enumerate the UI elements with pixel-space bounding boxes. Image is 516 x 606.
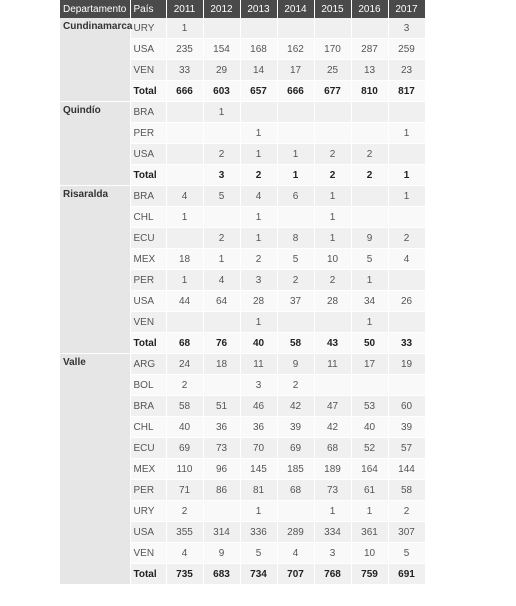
value-cell <box>351 375 388 396</box>
value-cell: 5 <box>351 249 388 270</box>
value-cell: 96 <box>203 459 240 480</box>
value-cell: 1 <box>203 102 240 123</box>
value-cell: 29 <box>203 60 240 81</box>
value-cell: 2 <box>388 501 425 522</box>
value-cell <box>166 123 203 144</box>
value-cell: 1 <box>388 186 425 207</box>
value-cell <box>314 375 351 396</box>
value-cell: 1 <box>240 501 277 522</box>
header-year: 2015 <box>314 0 351 18</box>
value-cell: 39 <box>388 417 425 438</box>
value-cell: 76 <box>203 333 240 354</box>
value-cell: 768 <box>314 564 351 585</box>
value-cell: 361 <box>351 522 388 543</box>
value-cell: 42 <box>277 396 314 417</box>
value-cell: 53 <box>351 396 388 417</box>
pais-cell: URY <box>130 501 166 522</box>
value-cell: 19 <box>388 354 425 375</box>
value-cell <box>166 144 203 165</box>
value-cell: 666 <box>277 81 314 102</box>
value-cell <box>314 123 351 144</box>
value-cell: 1 <box>240 123 277 144</box>
pais-cell: Total <box>130 81 166 102</box>
value-cell: 817 <box>388 81 425 102</box>
value-cell: 42 <box>314 417 351 438</box>
value-cell: 334 <box>314 522 351 543</box>
value-cell <box>277 18 314 39</box>
value-cell: 355 <box>166 522 203 543</box>
value-cell: 39 <box>277 417 314 438</box>
value-cell: 162 <box>277 39 314 60</box>
value-cell: 10 <box>314 249 351 270</box>
value-cell: 1 <box>240 228 277 249</box>
value-cell: 8 <box>277 228 314 249</box>
pais-cell: Total <box>130 564 166 585</box>
value-cell <box>203 501 240 522</box>
value-cell: 1 <box>351 312 388 333</box>
value-cell: 68 <box>166 333 203 354</box>
value-cell: 23 <box>388 60 425 81</box>
value-cell: 4 <box>166 543 203 564</box>
value-cell: 47 <box>314 396 351 417</box>
value-cell: 1 <box>314 228 351 249</box>
value-cell: 73 <box>314 480 351 501</box>
value-cell: 40 <box>166 417 203 438</box>
value-cell: 4 <box>240 186 277 207</box>
value-cell: 3 <box>314 543 351 564</box>
pais-cell: ARG <box>130 354 166 375</box>
value-cell: 58 <box>388 480 425 501</box>
departamento-cell: Risaralda <box>60 186 130 354</box>
value-cell: 677 <box>314 81 351 102</box>
value-cell: 71 <box>166 480 203 501</box>
pais-cell: ECU <box>130 228 166 249</box>
pais-cell: VEN <box>130 60 166 81</box>
value-cell: 1 <box>314 501 351 522</box>
value-cell: 289 <box>277 522 314 543</box>
value-cell: 2 <box>166 501 203 522</box>
value-cell: 3 <box>240 375 277 396</box>
value-cell: 2 <box>388 228 425 249</box>
value-cell: 18 <box>203 354 240 375</box>
value-cell: 1 <box>388 165 425 186</box>
header-pais: País <box>130 0 166 18</box>
value-cell <box>388 270 425 291</box>
pais-cell: PER <box>130 123 166 144</box>
value-cell: 1 <box>277 165 314 186</box>
value-cell: 58 <box>166 396 203 417</box>
value-cell: 9 <box>203 543 240 564</box>
value-cell: 1 <box>314 207 351 228</box>
value-cell: 58 <box>277 333 314 354</box>
header-departamento: Departamento <box>60 0 130 18</box>
pais-cell: URY <box>130 18 166 39</box>
pais-cell: VEN <box>130 543 166 564</box>
value-cell: 1 <box>240 207 277 228</box>
value-cell <box>203 207 240 228</box>
value-cell <box>203 123 240 144</box>
pais-cell: MEX <box>130 249 166 270</box>
value-cell: 170 <box>314 39 351 60</box>
value-cell: 4 <box>388 249 425 270</box>
value-cell: 683 <box>203 564 240 585</box>
value-cell: 11 <box>314 354 351 375</box>
value-cell: 336 <box>240 522 277 543</box>
data-table-container <box>60 0 423 585</box>
departamento-cell: Valle <box>60 354 130 585</box>
value-cell <box>166 165 203 186</box>
value-cell: 86 <box>203 480 240 501</box>
value-cell: 168 <box>240 39 277 60</box>
value-cell: 3 <box>240 270 277 291</box>
value-cell: 154 <box>203 39 240 60</box>
value-cell: 9 <box>277 354 314 375</box>
value-cell: 40 <box>351 417 388 438</box>
value-cell: 810 <box>351 81 388 102</box>
value-cell <box>166 228 203 249</box>
value-cell: 36 <box>203 417 240 438</box>
pais-cell: ECU <box>130 438 166 459</box>
value-cell: 70 <box>240 438 277 459</box>
value-cell: 2 <box>203 144 240 165</box>
value-cell: 666 <box>166 81 203 102</box>
value-cell <box>388 312 425 333</box>
value-cell <box>277 312 314 333</box>
value-cell: 110 <box>166 459 203 480</box>
value-cell <box>351 102 388 123</box>
value-cell: 2 <box>351 165 388 186</box>
value-cell <box>314 18 351 39</box>
value-cell: 69 <box>277 438 314 459</box>
value-cell: 235 <box>166 39 203 60</box>
value-cell: 314 <box>203 522 240 543</box>
pais-cell: USA <box>130 291 166 312</box>
table-row <box>60 186 425 207</box>
value-cell <box>351 186 388 207</box>
pais-cell: BRA <box>130 396 166 417</box>
value-cell: 2 <box>277 375 314 396</box>
table-row <box>60 102 425 123</box>
value-cell: 81 <box>240 480 277 501</box>
value-cell: 64 <box>203 291 240 312</box>
value-cell: 44 <box>166 291 203 312</box>
value-cell: 1 <box>277 144 314 165</box>
value-cell: 307 <box>388 522 425 543</box>
value-cell: 11 <box>240 354 277 375</box>
header-year: 2014 <box>277 0 314 18</box>
value-cell: 259 <box>388 39 425 60</box>
value-cell <box>351 123 388 144</box>
value-cell: 185 <box>277 459 314 480</box>
value-cell <box>314 312 351 333</box>
value-cell: 50 <box>351 333 388 354</box>
value-cell: 34 <box>351 291 388 312</box>
value-cell: 144 <box>388 459 425 480</box>
value-cell: 25 <box>314 60 351 81</box>
pais-cell: BOL <box>130 375 166 396</box>
departamento-cell: Cundinamarca <box>60 18 130 102</box>
value-cell: 68 <box>314 438 351 459</box>
value-cell: 4 <box>203 270 240 291</box>
header-year: 2012 <box>203 0 240 18</box>
pais-cell: PER <box>130 480 166 501</box>
value-cell: 5 <box>203 186 240 207</box>
value-cell <box>203 18 240 39</box>
value-cell: 33 <box>388 333 425 354</box>
value-cell: 1 <box>203 249 240 270</box>
table-row <box>60 18 425 39</box>
value-cell: 52 <box>351 438 388 459</box>
value-cell: 5 <box>388 543 425 564</box>
value-cell: 24 <box>166 354 203 375</box>
value-cell <box>203 312 240 333</box>
pais-cell: BRA <box>130 186 166 207</box>
value-cell: 1 <box>314 186 351 207</box>
value-cell: 1 <box>240 312 277 333</box>
pais-cell: USA <box>130 144 166 165</box>
value-cell: 691 <box>388 564 425 585</box>
value-cell: 33 <box>166 60 203 81</box>
value-cell: 5 <box>277 249 314 270</box>
value-cell: 1 <box>351 501 388 522</box>
value-cell: 2 <box>240 249 277 270</box>
value-cell: 43 <box>314 333 351 354</box>
value-cell: 603 <box>203 81 240 102</box>
value-cell: 2 <box>166 375 203 396</box>
value-cell: 51 <box>203 396 240 417</box>
pais-cell: USA <box>130 39 166 60</box>
value-cell <box>277 123 314 144</box>
value-cell: 6 <box>277 186 314 207</box>
value-cell <box>277 207 314 228</box>
value-cell: 17 <box>277 60 314 81</box>
value-cell: 57 <box>388 438 425 459</box>
value-cell: 2 <box>277 270 314 291</box>
header-year: 2016 <box>351 0 388 18</box>
value-cell: 657 <box>240 81 277 102</box>
pais-cell: CHL <box>130 417 166 438</box>
value-cell: 2 <box>351 144 388 165</box>
value-cell: 2 <box>314 270 351 291</box>
value-cell: 734 <box>240 564 277 585</box>
value-cell <box>166 312 203 333</box>
value-cell: 61 <box>351 480 388 501</box>
value-cell: 4 <box>277 543 314 564</box>
value-cell: 1 <box>240 144 277 165</box>
header-year: 2017 <box>388 0 425 18</box>
value-cell: 13 <box>351 60 388 81</box>
value-cell <box>388 144 425 165</box>
value-cell: 36 <box>240 417 277 438</box>
value-cell <box>240 102 277 123</box>
value-cell: 2 <box>240 165 277 186</box>
value-cell: 1 <box>388 123 425 144</box>
pais-cell: USA <box>130 522 166 543</box>
value-cell: 4 <box>166 186 203 207</box>
value-cell <box>277 102 314 123</box>
value-cell <box>388 375 425 396</box>
value-cell: 1 <box>166 270 203 291</box>
pais-cell: Total <box>130 333 166 354</box>
value-cell: 40 <box>240 333 277 354</box>
value-cell: 759 <box>351 564 388 585</box>
value-cell: 28 <box>314 291 351 312</box>
value-cell <box>388 102 425 123</box>
value-cell: 5 <box>240 543 277 564</box>
value-cell: 287 <box>351 39 388 60</box>
value-cell: 1 <box>166 18 203 39</box>
value-cell: 2 <box>314 165 351 186</box>
value-cell: 68 <box>277 480 314 501</box>
value-cell: 1 <box>351 270 388 291</box>
value-cell: 14 <box>240 60 277 81</box>
value-cell <box>314 102 351 123</box>
value-cell: 2 <box>314 144 351 165</box>
value-cell: 735 <box>166 564 203 585</box>
value-cell <box>203 375 240 396</box>
value-cell: 60 <box>388 396 425 417</box>
value-cell: 9 <box>351 228 388 249</box>
pais-cell: PER <box>130 270 166 291</box>
value-cell: 3 <box>388 18 425 39</box>
header-row <box>60 0 425 18</box>
value-cell <box>166 102 203 123</box>
pais-cell: Total <box>130 165 166 186</box>
pais-cell: CHL <box>130 207 166 228</box>
pais-cell: MEX <box>130 459 166 480</box>
table-body <box>60 18 425 585</box>
value-cell: 26 <box>388 291 425 312</box>
value-cell: 73 <box>203 438 240 459</box>
value-cell: 37 <box>277 291 314 312</box>
value-cell: 145 <box>240 459 277 480</box>
value-cell <box>240 18 277 39</box>
value-cell: 18 <box>166 249 203 270</box>
value-cell: 707 <box>277 564 314 585</box>
value-cell: 69 <box>166 438 203 459</box>
value-cell: 28 <box>240 291 277 312</box>
pais-cell: VEN <box>130 312 166 333</box>
value-cell: 17 <box>351 354 388 375</box>
value-cell <box>351 207 388 228</box>
value-cell: 1 <box>166 207 203 228</box>
departamento-cell: Quindío <box>60 102 130 186</box>
value-cell: 164 <box>351 459 388 480</box>
value-cell <box>388 207 425 228</box>
value-cell: 10 <box>351 543 388 564</box>
header-year: 2011 <box>166 0 203 18</box>
value-cell <box>351 18 388 39</box>
value-cell <box>277 501 314 522</box>
value-cell: 189 <box>314 459 351 480</box>
table-row <box>60 354 425 375</box>
value-cell: 46 <box>240 396 277 417</box>
value-cell: 2 <box>203 228 240 249</box>
value-cell: 3 <box>203 165 240 186</box>
header-year: 2013 <box>240 0 277 18</box>
pais-cell: BRA <box>130 102 166 123</box>
data-table <box>60 0 426 585</box>
